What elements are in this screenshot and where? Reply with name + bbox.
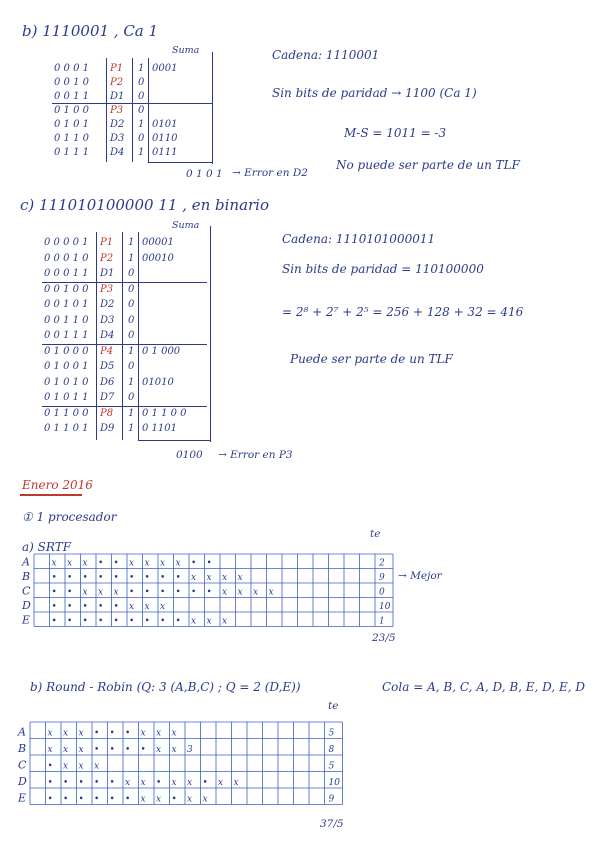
row-sum: 0 1 000 <box>142 345 181 357</box>
row-sum: 01010 <box>142 376 174 388</box>
row-position: P3 <box>100 283 114 295</box>
srtf-cell: • <box>206 558 212 569</box>
srtf-cell: • <box>175 587 181 598</box>
srtf-cell: • <box>98 558 104 569</box>
a-mejor: → Mejor <box>398 570 442 582</box>
srtf-cell: x <box>144 602 150 612</box>
srtf-cell: • <box>175 616 181 627</box>
rr-cell: x <box>233 778 239 788</box>
rr-cell: x <box>63 728 69 739</box>
rr-row-label: E <box>18 791 27 805</box>
section-b-suma-label: Suma <box>172 45 200 56</box>
srtf-cell: • <box>160 616 166 627</box>
srtf-cell: • <box>129 587 135 598</box>
rr-cell: • <box>63 794 69 805</box>
row-bits: 0 1 0 0 1 <box>44 361 89 372</box>
row-value: 0 <box>128 314 135 326</box>
rr-cell: x <box>156 745 162 755</box>
srtf-cell: • <box>67 587 73 598</box>
srtf-cell: • <box>98 573 104 583</box>
srtf-cell: • <box>113 602 119 612</box>
row-value: 1 <box>138 119 145 130</box>
row-value: 1 <box>128 407 135 419</box>
rr-cell: • <box>202 778 208 788</box>
rr-cell: x <box>125 778 131 788</box>
srtf-cell: • <box>191 587 197 598</box>
row-bits: 0 1 0 1 <box>54 119 89 130</box>
rr-cell: x <box>156 728 162 739</box>
srtf-cell: x <box>206 616 212 627</box>
row-position: P2 <box>110 77 124 88</box>
srtf-cell: • <box>206 587 212 598</box>
row-value: 0 <box>128 283 135 295</box>
rr-cell: x <box>47 745 53 755</box>
row-position: D3 <box>100 314 115 326</box>
srtf-cell: x <box>237 573 243 583</box>
row-position: P2 <box>100 252 114 264</box>
row-position: P1 <box>100 237 114 248</box>
row-value: 1 <box>128 237 135 248</box>
a-title: a) SRTF <box>22 540 72 554</box>
srtf-cell: • <box>129 616 135 627</box>
row-bits: 0 1 1 1 <box>54 147 89 158</box>
row-bits: 0 0 1 0 1 <box>44 299 89 310</box>
srtf-cell: • <box>144 587 150 598</box>
row-value: 1 <box>138 147 145 158</box>
row-value: 0 <box>128 330 135 341</box>
b-title: b) Round - Robin (Q: 3 (A,B,C) ; Q = 2 (D,E)) <box>30 680 301 694</box>
srtf-te-value: 1 <box>379 616 385 627</box>
rr-cell: x <box>202 794 208 805</box>
row-position: D6 <box>100 376 115 388</box>
srtf-cell: • <box>67 616 73 627</box>
row-value: 1 <box>138 63 145 74</box>
rr-cell: • <box>125 794 131 805</box>
row-bits: 0 0 0 1 <box>54 63 89 74</box>
row-bits: 0 1 0 0 0 <box>44 345 89 357</box>
row-bits: 0 0 0 1 1 <box>44 268 89 279</box>
section-b-cadena: Cadena: 1110001 <box>272 48 380 62</box>
row-value: 1 <box>128 423 135 434</box>
section-b-total: 0 1 0 1 <box>186 168 223 180</box>
srtf-row-label: A <box>22 555 30 569</box>
srtf-cell: • <box>113 573 119 583</box>
srtf-cell: x <box>129 602 135 612</box>
row-value: 0 <box>138 105 145 116</box>
rr-cell: • <box>94 728 100 739</box>
section-b-conclusion: No puede ser parte de un TLF <box>336 158 520 172</box>
rr-cell: x <box>171 728 177 739</box>
srtf-cell: • <box>82 602 88 612</box>
rr-cell: x <box>63 761 69 772</box>
srtf-row-label: E <box>22 613 31 627</box>
row-sum: 0110 <box>152 133 178 144</box>
rr-cell: • <box>109 745 115 755</box>
rr-cell: • <box>156 778 162 788</box>
row-bits: 0 1 1 0 1 <box>44 423 89 434</box>
rr-cell: x <box>47 728 53 739</box>
row-position: D1 <box>110 91 125 102</box>
b-te-label: te <box>328 700 339 712</box>
srtf-cell: • <box>175 573 181 583</box>
rr-te-value: 9 <box>328 794 335 805</box>
section-c-total: 0100 <box>176 449 203 461</box>
rr-cell: x <box>78 761 84 772</box>
row-sum: 0001 <box>152 63 178 74</box>
row-position: D2 <box>100 299 115 310</box>
row-bits: 0 0 1 1 0 <box>44 314 89 326</box>
srtf-row-label: B <box>22 570 31 583</box>
rr-cell: • <box>94 745 100 755</box>
row-sum: 0101 <box>152 119 178 130</box>
enero-title: Enero 2016 <box>22 478 93 492</box>
srtf-cell: x <box>51 558 57 569</box>
row-bits: 0 0 1 1 <box>54 91 89 102</box>
rr-cell: x <box>140 728 146 739</box>
rr-cell: x <box>187 778 193 788</box>
row-bits: 0 0 0 0 1 <box>44 237 89 248</box>
row-value: 0 <box>138 77 145 88</box>
row-position: D4 <box>100 330 115 341</box>
row-position: P1 <box>110 63 124 74</box>
srtf-te-value: 2 <box>379 558 385 569</box>
srtf-cell: x <box>191 573 197 583</box>
row-value: 1 <box>128 252 135 264</box>
rr-cell: • <box>171 794 177 805</box>
section-c-pow: = 2⁸ + 2⁷ + 2⁵ = 256 + 128 + 32 = 416 <box>282 305 524 319</box>
row-position: P3 <box>110 105 124 116</box>
rr-cell: • <box>63 778 69 788</box>
srtf-cell: x <box>98 587 104 598</box>
srtf-cell: • <box>82 616 88 627</box>
rr-te-value: 8 <box>328 745 335 755</box>
section-c-suma-label: Suma <box>172 220 200 231</box>
rr-te-value: 10 <box>328 778 340 788</box>
section-b-ms: M-S = 1011 = -3 <box>344 126 447 140</box>
rr-cell: x <box>78 745 84 755</box>
section-c-cadena: Cadena: 1110101000011 <box>282 232 436 246</box>
row-bits: 0 1 1 0 <box>54 133 89 144</box>
row-value: 1 <box>128 376 135 388</box>
a-total: 23/5 <box>372 632 396 644</box>
row-bits: 0 0 1 0 0 <box>44 283 89 295</box>
srtf-cell: • <box>51 573 57 583</box>
rr-te-value: 5 <box>328 761 335 772</box>
row-position: D3 <box>110 133 125 144</box>
row-position: D9 <box>100 423 115 434</box>
srtf-cell: x <box>160 558 166 569</box>
srtf-cell: • <box>51 602 57 612</box>
rr-cell: x <box>218 778 224 788</box>
srtf-cell: • <box>113 616 119 627</box>
row-sum: 00001 <box>142 237 174 248</box>
section-b-sin-bits: Sin bits de paridad → 1100 (Ca 1) <box>272 86 477 100</box>
srtf-te-value: 0 <box>379 587 385 598</box>
rr-cell: • <box>109 728 115 739</box>
row-sum: 00010 <box>142 252 174 264</box>
rr-cell: x <box>140 794 146 805</box>
row-sum: 0 1101 <box>142 423 177 434</box>
srtf-row-label: C <box>22 584 31 598</box>
a-te-label: te <box>370 528 381 540</box>
rr-cell: x <box>171 778 177 788</box>
srtf-cell: • <box>51 616 57 627</box>
rr-cell: • <box>47 778 53 788</box>
row-bits: 0 0 0 1 0 <box>44 252 89 264</box>
srtf-cell: x <box>237 587 243 598</box>
rr-row-label: A <box>18 725 26 739</box>
srtf-te-value: 9 <box>379 573 385 583</box>
row-value: 1 <box>128 345 135 357</box>
srtf-cell: x <box>144 558 150 569</box>
srtf-cell: • <box>129 573 135 583</box>
row-position: P8 <box>100 407 114 419</box>
srtf-te-value: 10 <box>379 602 391 612</box>
section-c-title: c) 111010100000 11 , en binario <box>20 196 270 214</box>
row-position: D1 <box>100 268 115 279</box>
row-value: 0 <box>128 392 135 403</box>
rr-cell: x <box>187 794 193 805</box>
rr-cell: • <box>125 728 131 739</box>
rr-cell: • <box>109 794 115 805</box>
row-value: 0 <box>138 91 145 102</box>
srtf-cell: x <box>206 573 212 583</box>
srtf-cell: x <box>191 616 197 627</box>
rr-cell: x <box>156 794 162 805</box>
srtf-cell: x <box>222 573 228 583</box>
srtf-cell: • <box>113 558 119 569</box>
srtf-cell: x <box>113 587 119 598</box>
srtf-cell: • <box>160 573 166 583</box>
rr-cell: x <box>171 745 177 755</box>
rr-te-value: 5 <box>328 728 335 739</box>
row-bits: 0 0 1 0 <box>54 77 89 88</box>
rr-row-label: B <box>18 742 27 755</box>
rr-cell: • <box>140 745 146 755</box>
srtf-cell: x <box>82 558 88 569</box>
srtf-cell: • <box>98 616 104 627</box>
srtf-cell: x <box>160 602 166 612</box>
srtf-cell: x <box>67 558 73 569</box>
row-sum: 0111 <box>152 147 178 158</box>
rr-cell: • <box>78 778 84 788</box>
row-bits: 0 1 0 0 <box>54 105 89 116</box>
b-total: 37/5 <box>320 818 344 830</box>
row-position: D7 <box>100 392 115 403</box>
rr-cell: • <box>47 794 53 805</box>
srtf-cell: x <box>253 587 259 598</box>
srtf-cell: x <box>129 558 135 569</box>
row-position: D5 <box>100 361 115 372</box>
b-cola: Cola = A, B, C, A, D, B, E, D, E, D <box>382 680 585 694</box>
srtf-cell: x <box>222 587 228 598</box>
rr-cell: • <box>94 794 100 805</box>
srtf-cell: x <box>82 587 88 598</box>
row-bits: 0 1 0 1 1 <box>44 392 89 403</box>
section-c-sin-bits: Sin bits de paridad = 110100000 <box>282 262 484 276</box>
srtf-cell: • <box>67 602 73 612</box>
srtf-cell: • <box>144 573 150 583</box>
section-c-error-note: → Error en P3 <box>218 449 293 461</box>
srtf-cell: x <box>222 616 228 627</box>
row-value: 0 <box>128 299 135 310</box>
section-b-error-note: → Error en D2 <box>232 167 308 179</box>
srtf-row-label: D <box>22 599 31 612</box>
rr-cell: • <box>47 761 53 772</box>
row-bits: 0 1 1 0 0 <box>44 407 89 419</box>
rr-cell: 3 <box>187 745 193 755</box>
row-bits: 0 1 0 1 0 <box>44 376 89 388</box>
row-value: 0 <box>128 268 135 279</box>
rr-cell: • <box>94 778 100 788</box>
srtf-cell: x <box>268 587 274 598</box>
row-position: D4 <box>110 147 125 158</box>
srtf-cell: • <box>144 616 150 627</box>
section-b-title: b) 1110001 , Ca 1 <box>22 22 159 40</box>
srtf-cell: • <box>98 602 104 612</box>
srtf-cell: • <box>82 573 88 583</box>
rr-cell: x <box>78 728 84 739</box>
row-sum: 0 1 1 0 0 <box>142 407 187 419</box>
srtf-cell: x <box>175 558 181 569</box>
row-value: 0 <box>128 361 135 372</box>
row-position: P4 <box>100 345 114 357</box>
srtf-cell: • <box>67 573 73 583</box>
q1-title: ① 1 procesador <box>22 510 117 524</box>
rr-cell: • <box>125 745 131 755</box>
rr-row-label: D <box>18 775 27 788</box>
row-value: 0 <box>138 133 145 144</box>
section-c-conclusion: Puede ser parte de un TLF <box>290 352 453 366</box>
rr-row-label: C <box>18 758 27 772</box>
srtf-cell: • <box>51 587 57 598</box>
row-bits: 0 0 1 1 1 <box>44 330 89 341</box>
rr-cell: • <box>78 794 84 805</box>
srtf-cell: • <box>160 587 166 598</box>
rr-cell: • <box>109 778 115 788</box>
rr-cell: x <box>63 745 69 755</box>
srtf-cell: • <box>191 558 197 569</box>
rr-cell: x <box>140 778 146 788</box>
row-position: D2 <box>110 119 125 130</box>
rr-cell: x <box>94 761 100 772</box>
